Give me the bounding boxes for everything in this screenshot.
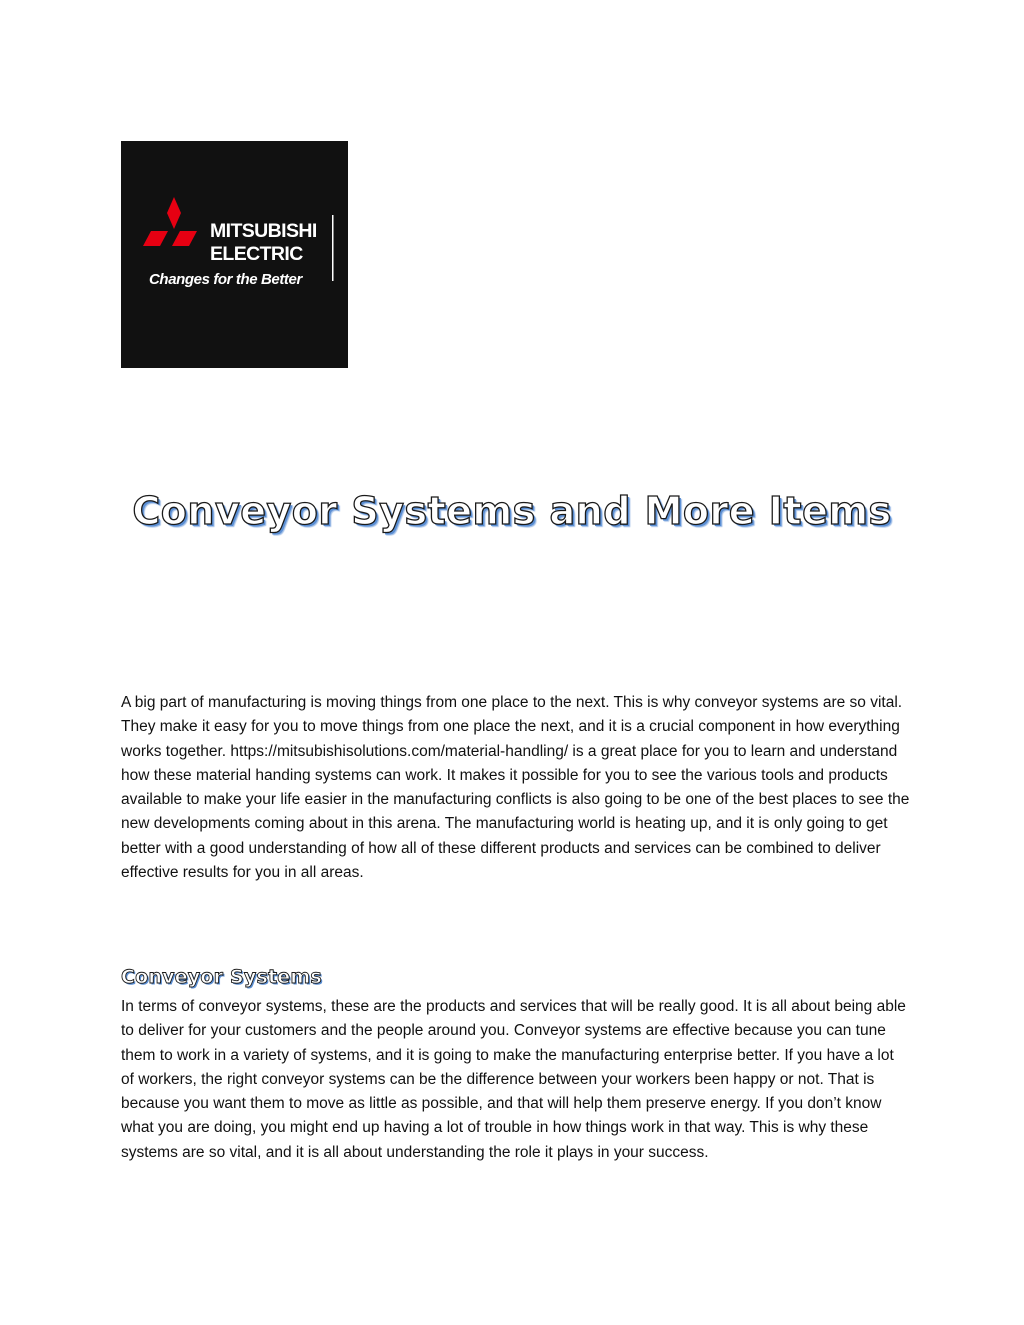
logo-divider — [332, 215, 334, 281]
section-heading-conveyor-systems: Conveyor Systems — [121, 966, 322, 988]
logo-tagline: Changes for the Better — [149, 271, 302, 288]
section-body-conveyor-systems: In terms of conveyor systems, these are the products and services that will be really good. It is all about being able to deliver for your customers and the people around you. Conveyor systems are effective because you can tune them to work in a variety of systems, and it is going to make the manufacturing enterprise better. If you have a lot of workers, the right conveyor systems can be the difference between your workers been happy or not. That is because you want them to move as little as possible, and that will help them preserve energy. If you don’t know what you are doing, you might end up having a lot of trouble in how things work in that way. This is why these systems are so vital, and it is all about understanding the role it plays in your success. — [121, 998, 906, 1161]
logo-brand-line2: ELECTRIC — [210, 243, 303, 265]
logo-graphic — [121, 141, 348, 368]
mitsubishi-electric-logo — [121, 141, 348, 368]
logo-brand-line1: MITSUBISHI — [210, 220, 317, 242]
intro-paragraph: A big part of manufacturing is moving things from one place to the next. This is why conveyor systems are so vital. They make it easy for you to move things from one place the next, and it is a crucial component in how everything works together. https://mitsubishisolutions.com/material-handling/ is a great place for you to learn and understand how these material handing systems can work. It makes it possible for you to see the various tools and products available to make your life easier in the manufacturing conflicts is also going to be one of the best places to see the new developments coming about in this arena. The manufacturing world is heating up, and it is only going to get better with a good understanding of how all of these different products and services can be combined to deliver effective results for you in all areas. — [121, 694, 910, 882]
document-title: Conveyor Systems and More Items — [132, 489, 892, 533]
